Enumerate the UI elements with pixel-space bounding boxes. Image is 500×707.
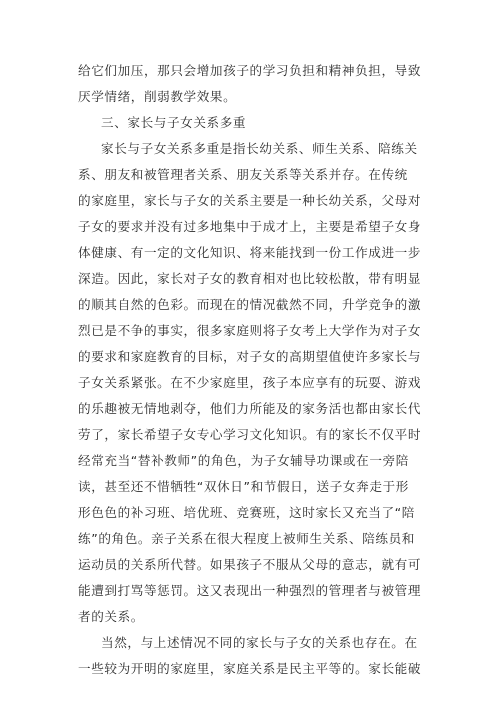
text-line: 体健康、有一定的文化知识、将来能找到一份工作成进一步 — [78, 245, 422, 260]
text-line: 形色色的补习班、培优班、竞赛班，这时家长又充当了“陪 — [78, 505, 415, 520]
text-line: 经常充当“替补教师”的角色，为子女辅导功课或在一旁陪 — [78, 453, 409, 468]
text-line: 读，甚至还不惜牺牲“双休日”和节假日，送子女奔走于形 — [78, 479, 409, 494]
paragraph-first-line: 当然，与上述情况不同的家长与子女的关系也存在。在 — [101, 635, 418, 650]
text-line: 烈已是不争的事实，很多家庭则将子女考上大学作为对子女 — [78, 323, 422, 338]
text-line: 的乐趣被无情地剥夺，他们力所能及的家务活也都由家长代 — [78, 401, 422, 416]
text-line: 的家庭里，家长与子女的关系主要是一种长幼关系，父母对 — [78, 193, 422, 208]
text-line: 一些较为开明的家庭里，家庭关系是民主平等的。家长能破 — [78, 661, 422, 676]
text-line: 的要求和家庭教育的目标，对子女的高期望值使许多家长与 — [78, 349, 422, 364]
text-line: 子女关系紧张。在不少家庭里，孩子本应享有的玩耍、游戏 — [78, 375, 422, 390]
text-line: 劳了，家长希望子女专心学习文化知识。有的家长不仅平时 — [78, 427, 422, 442]
text-line: 的顺其自然的色彩。而现在的情况截然不同，升学竞争的激 — [78, 297, 422, 312]
text-line: 能遭到打骂等惩罚。这又表现出一种强烈的管理者与被管理 — [78, 583, 422, 598]
text-line: 深造。因此，家长对子女的教育相对也比较松散，带有明显 — [78, 271, 422, 286]
text-line: 运动员的关系所代替。如果孩子不服从父母的意志，就有可 — [78, 557, 422, 572]
text-line: 子女的要求并没有过多地集中于成才上，主要是希望子女身 — [78, 219, 422, 234]
text-line: 给它们加压，那只会增加孩子的学习负担和精神负担，导致 — [78, 63, 422, 78]
text-line: 练”的角色。亲子关系在很大程度上被师生关系、陪练员和 — [78, 531, 415, 546]
paragraph-first-line: 家长与子女关系多重是指长幼关系、师生关系、陪练关 — [101, 141, 418, 156]
text-line: 厌学情绪，削弱教学效果。 — [78, 89, 237, 104]
section-heading: 三、家长与子女关系多重 — [101, 115, 247, 130]
text-line: 者的关系。 — [78, 609, 144, 624]
text-line: 系、朋友和被管理者关系、朋友关系等关系并存。在传统 — [78, 167, 408, 182]
